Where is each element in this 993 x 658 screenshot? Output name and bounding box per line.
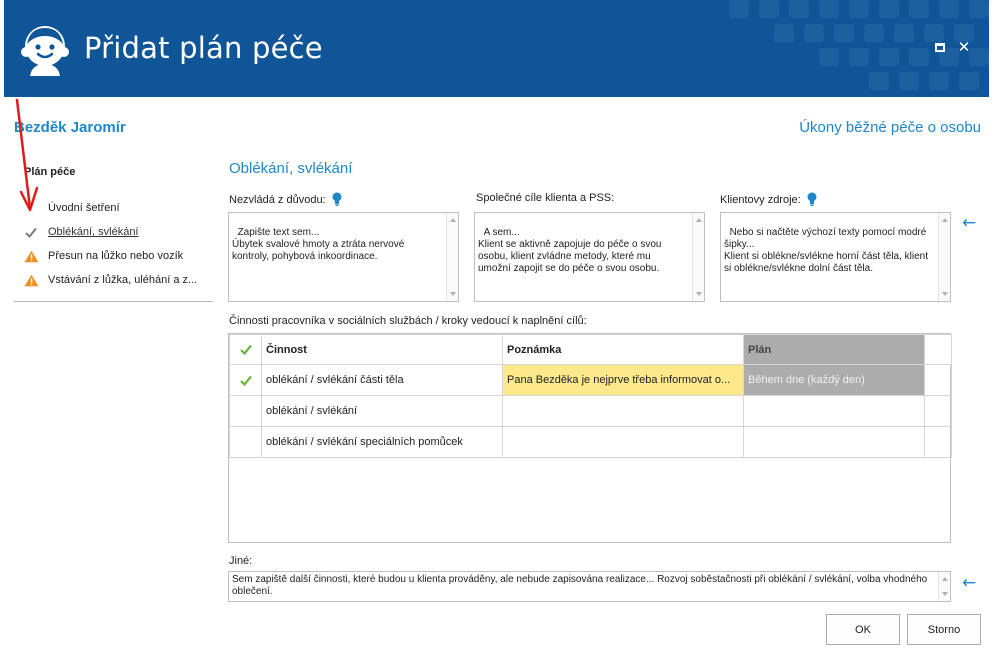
column-header-cinnost[interactable]: Činnost bbox=[262, 335, 503, 365]
scrollbar[interactable] bbox=[938, 572, 950, 601]
sidebar-nav bbox=[14, 196, 214, 292]
zdroje-textarea[interactable]: Nebo si načtěte výchozí texty pomocí modré šipky... Klient si oblékne/svlékne horní část těla, klient si oblékne/svlékne dolní část těla. bbox=[720, 212, 951, 302]
cell-plan[interactable]: Během dne (každý den) bbox=[744, 365, 925, 396]
select-all-check[interactable] bbox=[230, 335, 262, 365]
section-title: Oblékání, svlékání bbox=[229, 160, 353, 177]
sidebar-divider bbox=[14, 301, 213, 302]
label-zdroje: Klientovy zdroje: bbox=[720, 192, 817, 207]
column-header-spacer bbox=[925, 335, 952, 365]
cell-poznamka[interactable]: Pana Bezděka je nejprve třeba informovat o... bbox=[503, 365, 744, 396]
check-icon bbox=[14, 227, 48, 238]
grid-header-row bbox=[230, 335, 952, 365]
load-defaults-arrow-icon[interactable]: ← bbox=[962, 573, 977, 593]
warning-icon bbox=[14, 250, 48, 263]
cell-spacer bbox=[925, 365, 952, 396]
window-header bbox=[4, 0, 989, 97]
column-header-poznamka[interactable]: Poznámka bbox=[503, 335, 744, 365]
header-pattern bbox=[429, 0, 989, 97]
sidebar-item-uvodni-setreni[interactable] bbox=[14, 196, 214, 220]
cile-textarea[interactable]: A sem... Klient se aktivně zapojuje do péče o svou osobu, klient zvládne metody, které mu umožní zapojit se do péče o svou osobu. bbox=[474, 212, 705, 302]
table-row[interactable] bbox=[230, 396, 952, 427]
row-checkbox[interactable] bbox=[230, 365, 262, 396]
window-title: Přidat plán péče bbox=[84, 31, 323, 65]
jine-label: Jiné: bbox=[229, 555, 253, 567]
row-checkbox[interactable] bbox=[230, 396, 262, 427]
cell-spacer bbox=[925, 396, 952, 427]
sidebar-heading: Plán péče bbox=[24, 166, 76, 178]
maximize-icon bbox=[935, 43, 945, 52]
activities-grid bbox=[228, 333, 951, 543]
sidebar-item-label: Oblékání, svlékání bbox=[48, 226, 139, 238]
cancel-button[interactable]: Storno bbox=[907, 614, 981, 645]
label-cile: Společné cíle klienta a PSS: bbox=[476, 192, 615, 204]
sidebar-item-vstavani[interactable] bbox=[14, 268, 214, 292]
category-link[interactable]: Úkony běžné péče o osobu bbox=[799, 119, 981, 136]
sidebar-item-label: Přesun na lůžko nebo vozík bbox=[48, 250, 184, 262]
patient-name: Bezděk Jaromír bbox=[14, 119, 126, 136]
client-avatar-icon bbox=[18, 22, 72, 76]
sidebar-item-label: Úvodní šetření bbox=[48, 202, 120, 214]
sidebar-item-oblekani[interactable] bbox=[14, 220, 214, 244]
column-header-plan[interactable]: Plán bbox=[744, 335, 925, 365]
close-button[interactable]: ✕ bbox=[957, 39, 971, 56]
jine-textarea[interactable]: Sem zapiště další činnosti, které budou u klienta prováděny, ale nebude zapisována realizace... Rozvoj soběstačnosti při oblékání / svlékání, volba vhodného oblečení. bbox=[228, 571, 951, 602]
lightbulb-icon[interactable] bbox=[807, 192, 817, 207]
ok-button[interactable]: OK bbox=[826, 614, 900, 645]
cell-poznamka[interactable] bbox=[503, 427, 744, 458]
cell-plan[interactable] bbox=[744, 396, 925, 427]
maximize-button[interactable] bbox=[932, 40, 948, 56]
sidebar-item-label: Vstávání z lůžka, uléhání a z... bbox=[48, 274, 198, 286]
check-icon bbox=[240, 344, 252, 355]
warning-icon bbox=[14, 274, 48, 287]
scrollbar[interactable] bbox=[692, 213, 704, 301]
table-row[interactable] bbox=[230, 365, 952, 396]
cell-poznamka[interactable] bbox=[503, 396, 744, 427]
cell-cinnost[interactable]: oblékání / svlékání speciálních pomůcek bbox=[262, 427, 503, 458]
check-icon bbox=[240, 375, 252, 386]
lightbulb-icon[interactable] bbox=[332, 192, 342, 207]
scrollbar[interactable] bbox=[446, 213, 458, 301]
label-nezvlada: Nezvládá z důvodu: bbox=[229, 192, 342, 207]
row-checkbox[interactable] bbox=[230, 427, 262, 458]
nezvlada-textarea[interactable]: Zapište text sem... Úbytek svalové hmoty a ztráta nervové kontroly, pohybová inkoordinace. bbox=[228, 212, 459, 302]
cell-cinnost[interactable]: oblékání / svlékání bbox=[262, 396, 503, 427]
sidebar-item-presun[interactable] bbox=[14, 244, 214, 268]
cell-cinnost[interactable]: oblékání / svlékání části těla bbox=[262, 365, 503, 396]
table-row[interactable] bbox=[230, 427, 952, 458]
load-defaults-arrow-icon[interactable]: ← bbox=[962, 213, 977, 233]
cell-spacer bbox=[925, 427, 952, 458]
grid-label: Činnosti pracovníka v sociálních službách / kroky vedoucí k naplnění cílů: bbox=[229, 315, 587, 327]
cell-plan[interactable] bbox=[744, 427, 925, 458]
scrollbar[interactable] bbox=[938, 213, 950, 301]
